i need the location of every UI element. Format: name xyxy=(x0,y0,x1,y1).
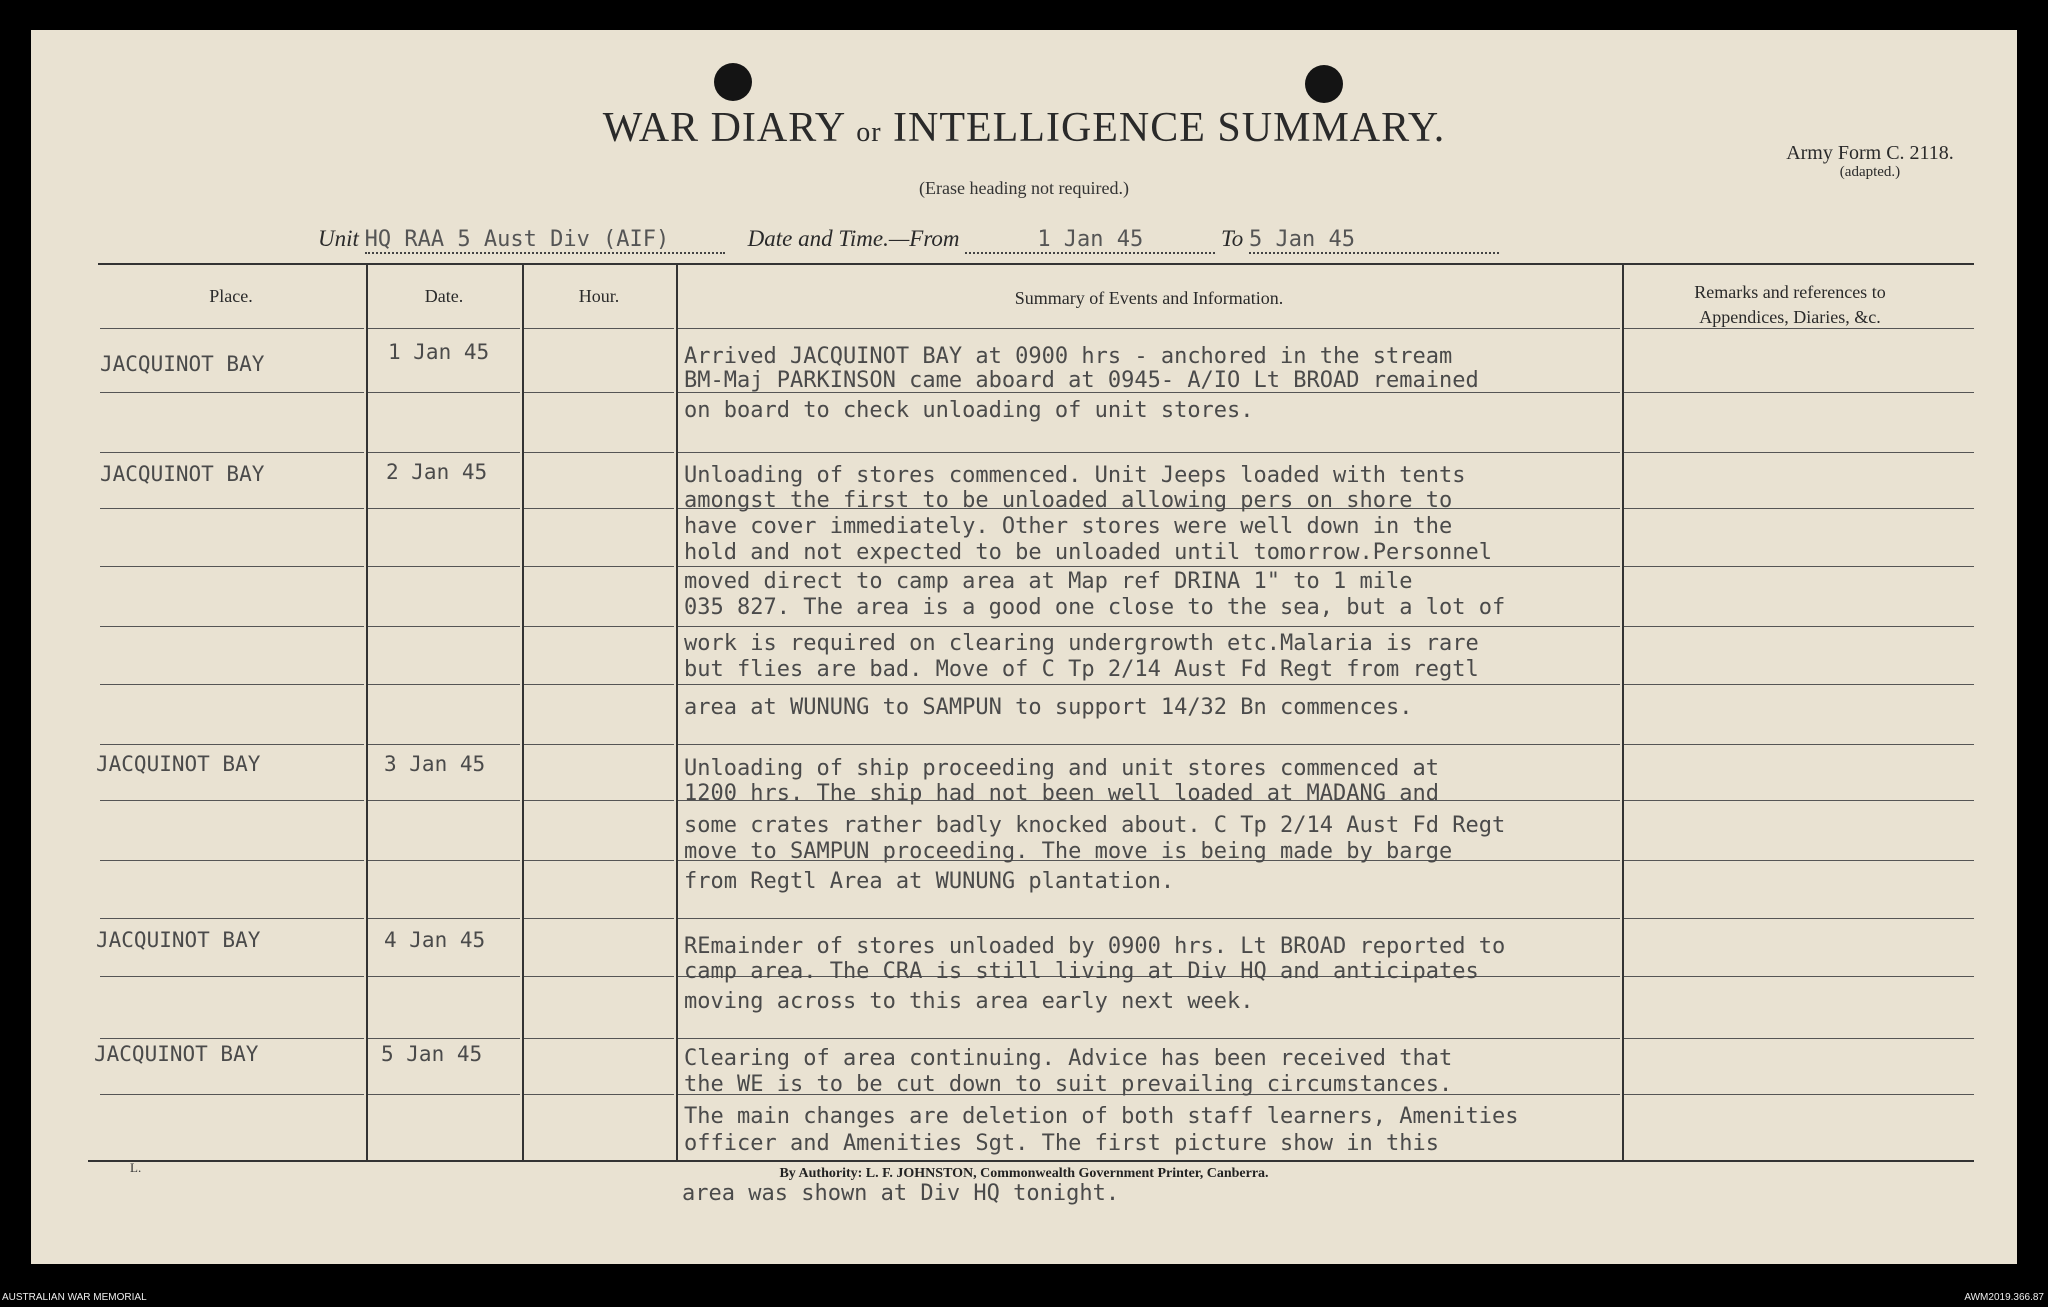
summary-line: BM-Maj PARKINSON came aboard at 0945- A/IO Lt BROAD remained xyxy=(684,368,1479,393)
ruled-line xyxy=(368,744,520,745)
ruled-line xyxy=(368,1094,520,1095)
ruled-line xyxy=(1624,918,1974,919)
form-subtitle: (Erase heading not required.) xyxy=(919,178,1129,198)
summary-line: but flies are bad. Move of C Tp 2/14 Aust Fd Regt from regtl xyxy=(684,657,1479,682)
army-form-note: (adapted.) xyxy=(1839,164,1901,180)
column-divider-summary xyxy=(1622,265,1624,1160)
entry-place: JACQUINOT BAY xyxy=(100,462,265,486)
to-value: 5 Jan 45 xyxy=(1248,227,1355,252)
summary-line: Unloading of ship proceeding and unit stores commenced at xyxy=(684,756,1439,781)
from-value: 1 Jan 45 xyxy=(1037,227,1144,252)
ruled-line xyxy=(100,800,364,801)
ruled-line xyxy=(100,508,364,509)
ruled-line xyxy=(1624,566,1974,567)
ruled-line xyxy=(100,918,364,919)
summary-line: have cover immediately. Other stores were well down in the xyxy=(684,514,1453,539)
ruled-line xyxy=(368,508,520,509)
ruled-line xyxy=(1624,1038,1974,1039)
ruled-line xyxy=(100,566,364,567)
entry-place: JACQUINOT BAY xyxy=(100,352,265,376)
ruled-line xyxy=(368,566,520,567)
summary-line: from Regtl Area at WUNUNG plantation. xyxy=(684,869,1175,894)
archive-credit: AUSTRALIAN WAR MEMORIAL xyxy=(2,1292,147,1303)
ruled-line xyxy=(100,626,364,627)
ruled-line xyxy=(368,860,520,861)
column-header-summary: Summary of Events and Information. xyxy=(1014,288,1284,308)
ruled-line xyxy=(368,392,520,393)
entry-date: 5 Jan 45 xyxy=(381,1042,483,1066)
ruled-line xyxy=(100,1094,364,1095)
ruled-line xyxy=(368,800,520,801)
unit-value: HQ RAA 5 Aust Div (AIF) xyxy=(364,227,670,252)
summary-line: camp area. The CRA is still living at Div HQ and anticipates xyxy=(684,959,1479,984)
column-header-date: Date. xyxy=(424,286,464,306)
title-second: INTELLIGENCE SUMMARY. xyxy=(893,105,1446,151)
ruled-line xyxy=(368,626,520,627)
punch-hole-left xyxy=(714,63,752,101)
ruled-line xyxy=(678,452,1620,453)
ruled-line xyxy=(1624,626,1974,627)
ruled-line xyxy=(524,976,674,977)
summary-line: work is required on clearing undergrowth etc.Malaria is rare xyxy=(684,631,1479,656)
ruled-line xyxy=(524,566,674,567)
entry-place: JACQUINOT BAY xyxy=(94,1042,259,1066)
entry-date: 3 Jan 45 xyxy=(384,752,486,776)
ruled-line xyxy=(368,684,520,685)
column-header-hour: Hour. xyxy=(578,286,620,306)
summary-line: hold and not expected to be unloaded until tomorrow.Personnel xyxy=(684,540,1492,565)
entry-place: JACQUINOT BAY xyxy=(96,928,261,952)
punch-hole-right xyxy=(1305,65,1343,103)
table-top-rule xyxy=(98,263,1974,265)
ruled-line xyxy=(100,860,364,861)
ruled-line xyxy=(100,1038,364,1039)
ruled-line xyxy=(524,918,674,919)
summary-line: area at WUNUNG to SAMPUN to support 14/32 Bn commences. xyxy=(684,695,1413,720)
ruled-line xyxy=(1624,800,1974,801)
ruled-line xyxy=(100,976,364,977)
to-label: To xyxy=(1221,226,1244,251)
title-main: WAR DIARY xyxy=(602,105,845,151)
ruled-line xyxy=(524,684,674,685)
summary-line: moved direct to camp area at Map ref DRINA 1" to 1 mile xyxy=(684,569,1413,594)
summary-line: 035 827. The area is a good one close to the sea, but a lot of xyxy=(684,595,1506,620)
ruled-line xyxy=(368,918,520,919)
summary-line: area was shown at Div HQ tonight. xyxy=(682,1181,1120,1206)
ruled-line xyxy=(1624,452,1974,453)
summary-line: move to SAMPUN proceeding. The move is being made by barge xyxy=(684,839,1453,864)
ruled-line xyxy=(1624,392,1974,393)
ruled-line xyxy=(368,976,520,977)
summary-line: Unloading of stores commenced. Unit Jeeps loaded with tents xyxy=(684,463,1466,488)
entry-place: JACQUINOT BAY xyxy=(96,752,261,776)
ruled-line xyxy=(524,392,674,393)
ruled-line xyxy=(1624,508,1974,509)
ruled-line xyxy=(100,744,364,745)
ruled-line xyxy=(1624,976,1974,977)
column-divider-place xyxy=(366,265,368,1160)
entry-date: 1 Jan 45 xyxy=(388,340,490,364)
ruled-line xyxy=(678,328,1620,329)
ruled-line xyxy=(100,684,364,685)
ruled-line xyxy=(678,918,1620,919)
column-header-remarks: Remarks and references to Appendices, Diaries, &c. xyxy=(1694,282,1886,328)
army-form-label: Army Form C. 2118. xyxy=(1786,142,1954,164)
column-divider-hour xyxy=(676,265,678,1160)
ruled-line xyxy=(368,328,520,329)
form-code: L. xyxy=(130,1160,142,1175)
ruled-line xyxy=(1624,860,1974,861)
ruled-line xyxy=(1624,684,1974,685)
ruled-line xyxy=(524,744,674,745)
ruled-line xyxy=(678,626,1620,627)
summary-line: Clearing of area continuing. Advice has been received that xyxy=(684,1046,1453,1071)
ruled-line xyxy=(524,508,674,509)
ruled-line xyxy=(524,1094,674,1095)
summary-line: Arrived JACQUINOT BAY at 0900 hrs - anchored in the stream xyxy=(684,344,1453,369)
summary-line: some crates rather badly knocked about. C Tp 2/14 Aust Fd Regt xyxy=(684,813,1506,838)
ruled-line xyxy=(100,328,364,329)
table-bottom-rule xyxy=(88,1160,1974,1162)
column-header-place: Place. xyxy=(209,286,253,306)
summary-line: on board to check unloading of unit stores. xyxy=(684,398,1254,423)
title-or: or xyxy=(856,117,882,148)
archive-reference: AWM2019.366.87 xyxy=(1964,1292,2044,1303)
ruled-line xyxy=(1624,328,1974,329)
ruled-line xyxy=(524,1038,674,1039)
summary-line: 1200 hrs. The ship had not been well loaded at MADANG and xyxy=(684,781,1439,806)
ruled-line xyxy=(1624,744,1974,745)
ruled-line xyxy=(524,626,674,627)
summary-line: officer and Amenities Sgt. The first picture show in this xyxy=(684,1131,1439,1156)
ruled-line xyxy=(1624,1094,1974,1095)
summary-line: REmainder of stores unloaded by 0900 hrs. Lt BROAD reported to xyxy=(684,934,1506,959)
army-form-number xyxy=(1770,142,1970,181)
summary-line: The main changes are deletion of both staff learners, Amenities xyxy=(684,1104,1519,1129)
ruled-line xyxy=(524,860,674,861)
ruled-line xyxy=(100,452,364,453)
date-time-label: Date and Time.—From xyxy=(747,226,960,251)
summary-line: the WE is to be cut down to suit prevailing circumstances. xyxy=(684,1072,1453,1097)
ruled-line xyxy=(678,744,1620,745)
summary-line: amongst the first to be unloaded allowing pers on shore to xyxy=(684,488,1453,513)
ruled-line xyxy=(524,328,674,329)
ruled-line xyxy=(524,800,674,801)
ruled-line xyxy=(368,1038,520,1039)
ruled-line xyxy=(368,452,520,453)
ruled-line xyxy=(678,684,1620,685)
entry-date: 4 Jan 45 xyxy=(384,928,486,952)
summary-line: moving across to this area early next week. xyxy=(684,989,1254,1014)
ruled-line xyxy=(100,392,364,393)
ruled-line xyxy=(678,566,1620,567)
column-divider-date xyxy=(522,265,524,1160)
unit-line xyxy=(318,226,1598,254)
form-title xyxy=(0,104,2048,152)
entry-date: 2 Jan 45 xyxy=(386,460,488,484)
ruled-line xyxy=(678,1038,1620,1039)
printer-authority: By Authority: L. F. JOHNSTON, Commonwealth Government Printer, Canberra. xyxy=(779,1166,1269,1181)
ruled-line xyxy=(524,452,674,453)
unit-label: Unit xyxy=(318,226,359,251)
